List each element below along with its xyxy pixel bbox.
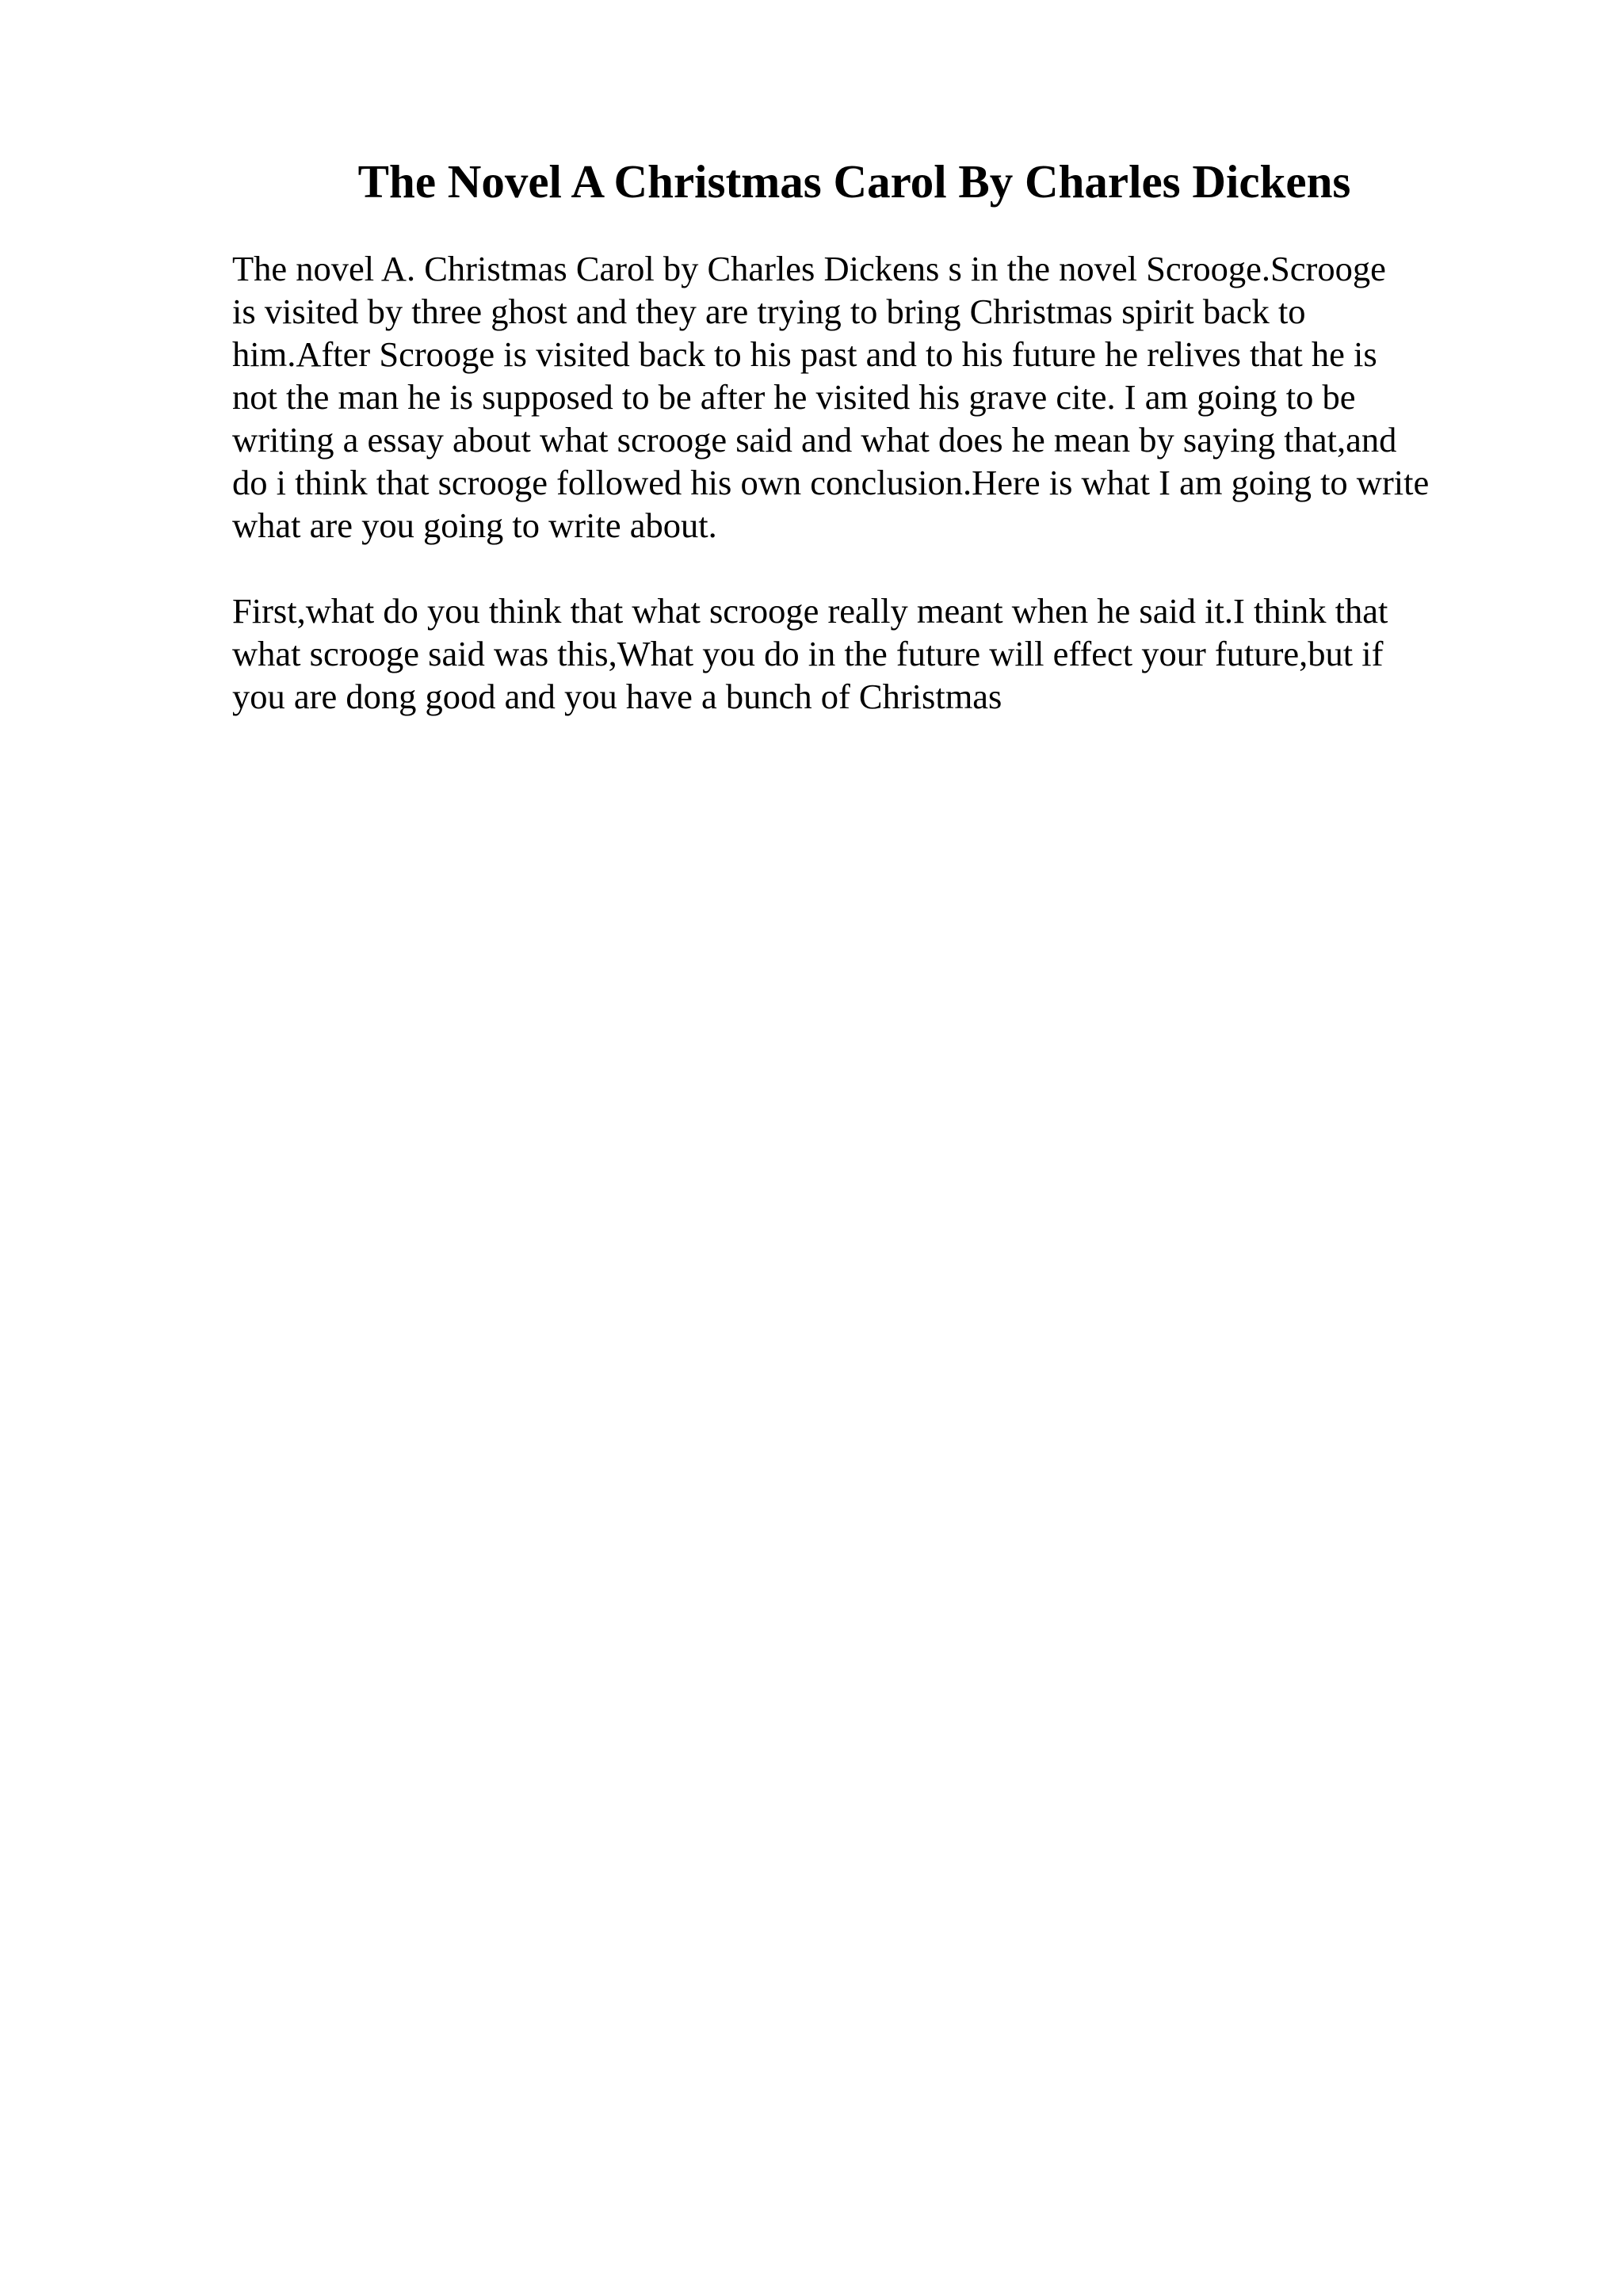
text-line: writing a essay about what scrooge said and what does he mean by saying that,and <box>232 420 1397 460</box>
text-line: you are dong good and you have a bunch of Christmas <box>232 677 1002 716</box>
document-title: The Novel A Christmas Carol By Charles Dickens <box>357 155 1351 208</box>
text-line: what scrooge said was this,What you do in the future will effect your future,but if <box>232 634 1384 673</box>
paragraph-first-point <box>232 589 1564 718</box>
text-line: is visited by three ghost and they are trying to bring Christmas spirit back to <box>232 292 1306 331</box>
text-line: what are you going to write about. <box>232 505 717 545</box>
text-line: The novel A. Christmas Carol by Charles Dickens s in the novel Scrooge.Scrooge <box>232 249 1386 288</box>
text-line: not the man he is supposed to be after he visited his grave cite. I am going to be <box>232 377 1356 417</box>
text-line: him.After Scrooge is visited back to his past and to his future he relives that he is <box>232 334 1377 374</box>
text-line: First,what do you think that what scrooge really meant when he said it.I think that <box>232 591 1388 631</box>
paragraph-intro <box>232 247 1564 547</box>
text-line: do i think that scrooge followed his own conclusion.Here is what I am going to write <box>232 463 1430 502</box>
document-body <box>232 247 1564 718</box>
